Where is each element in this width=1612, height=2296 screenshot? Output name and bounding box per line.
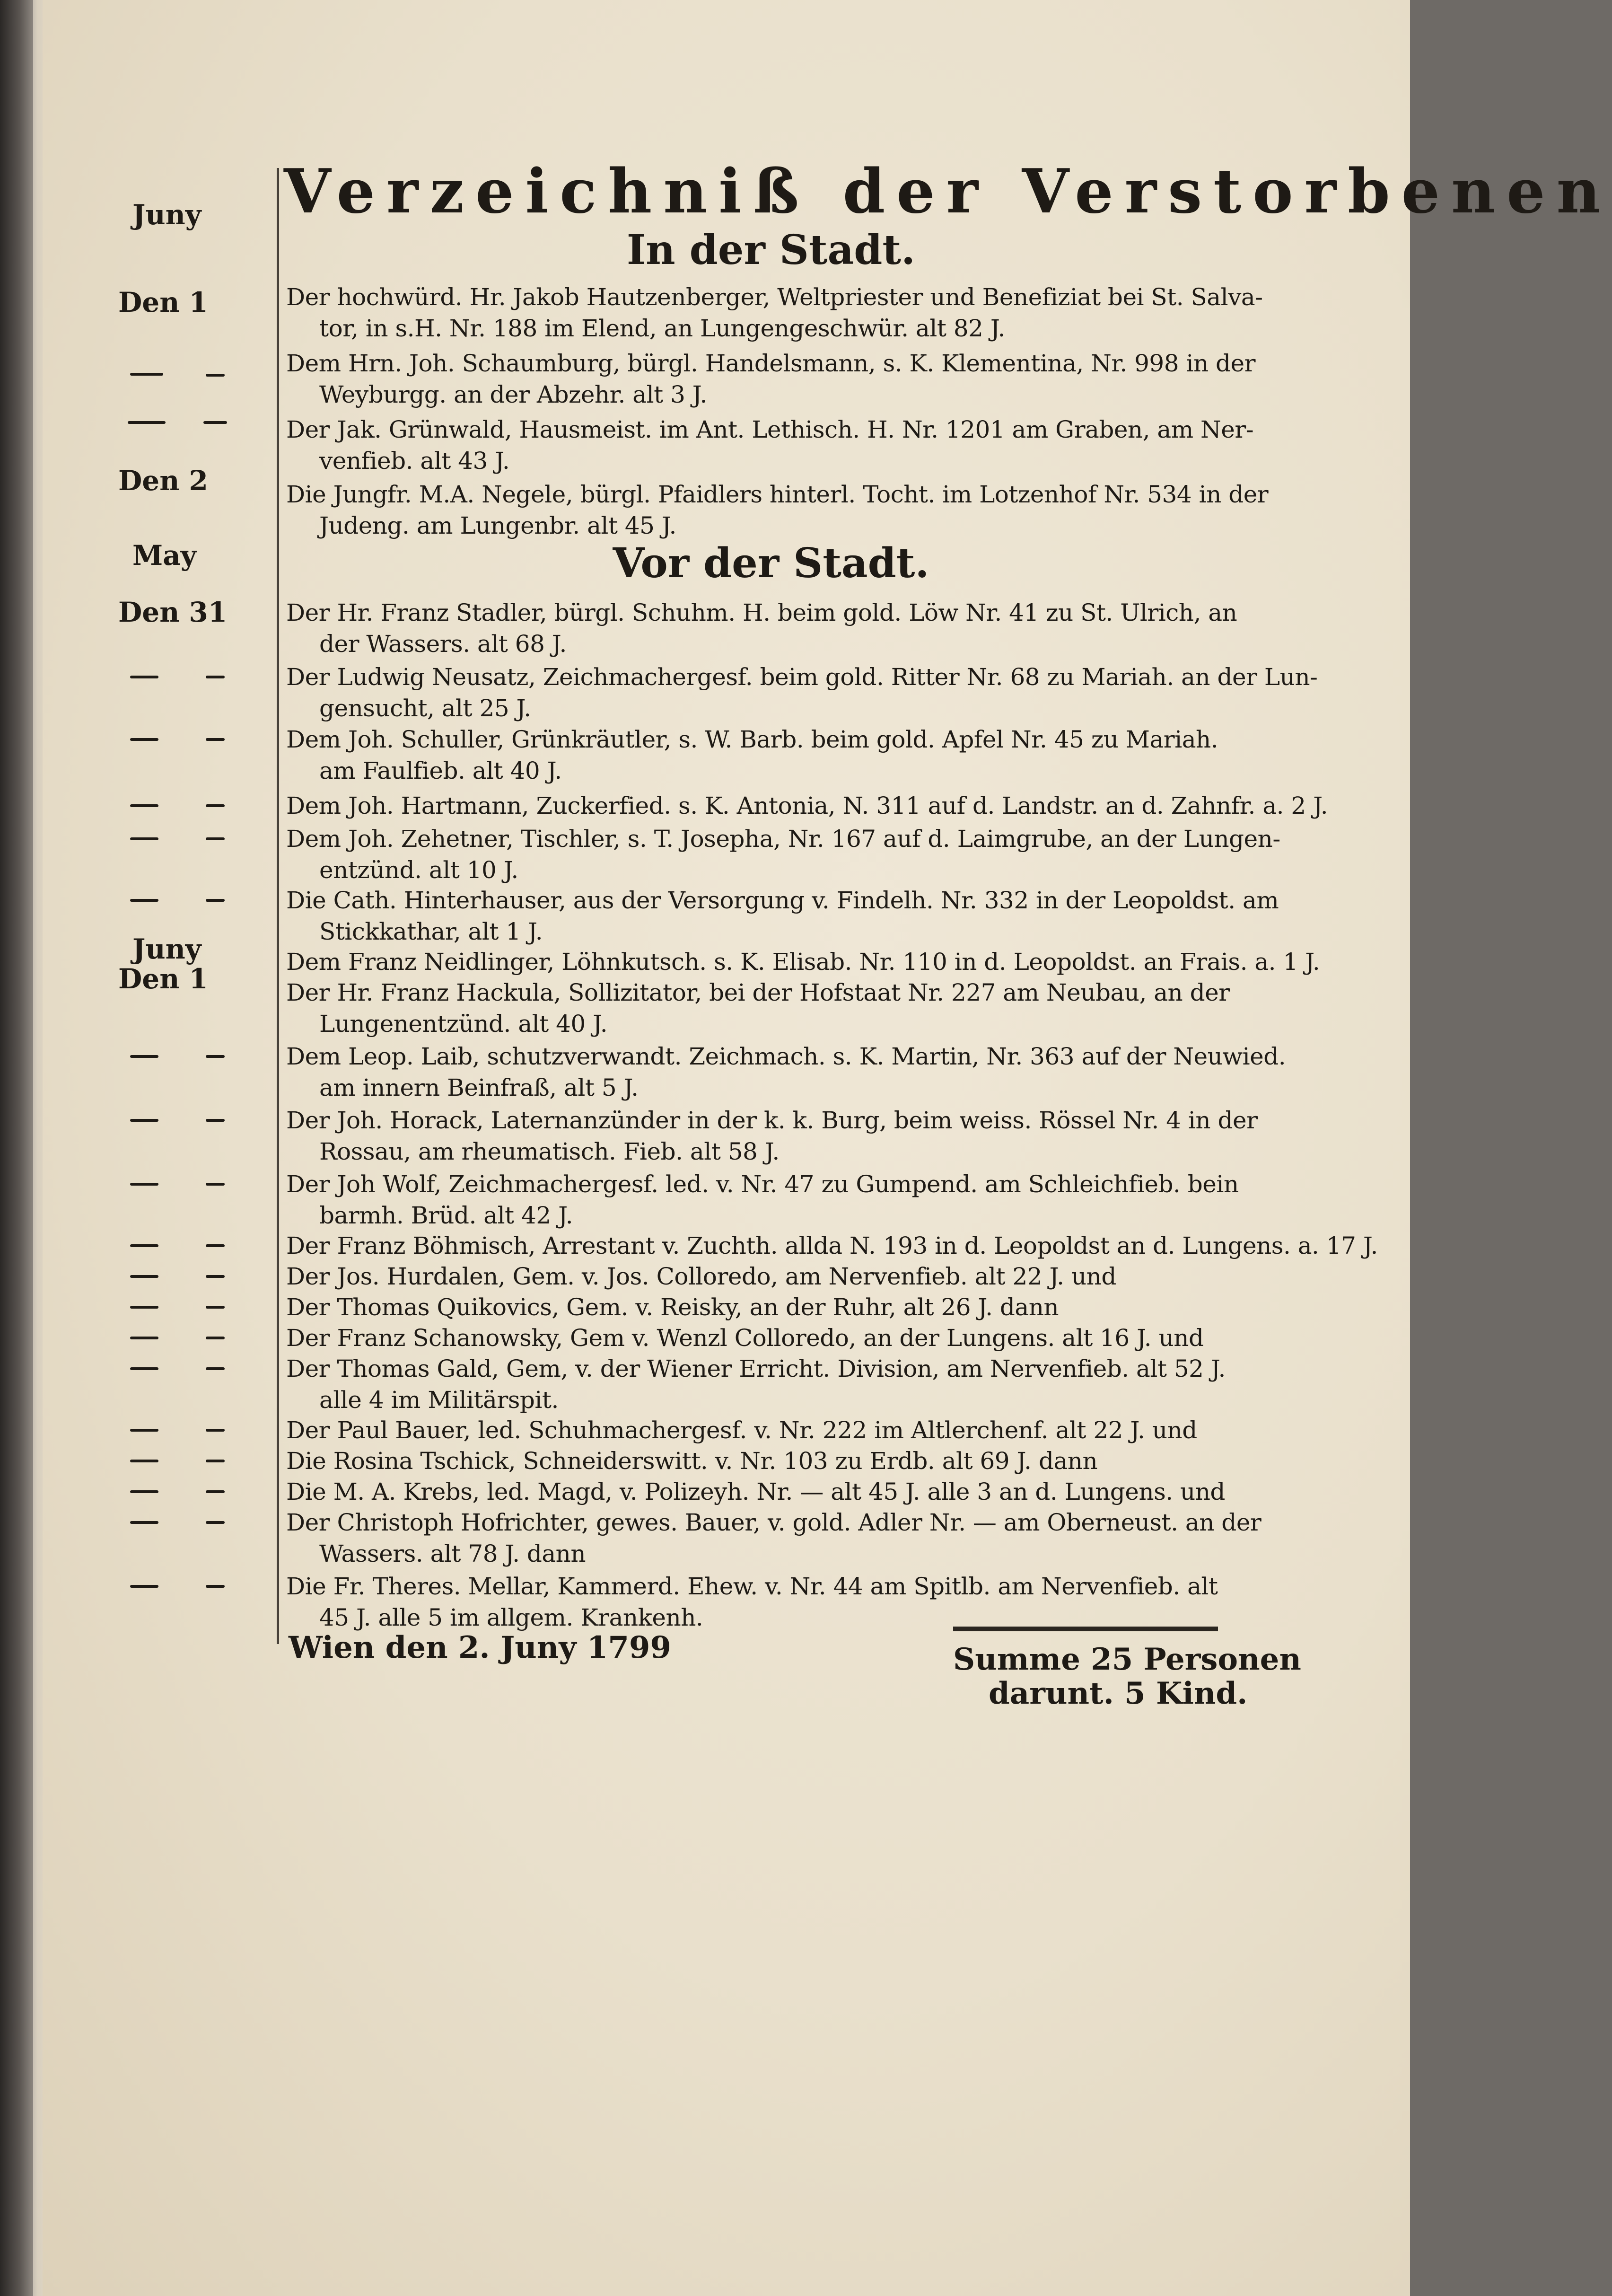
death-entry: [286, 1261, 1253, 1292]
ditto-mark: [206, 1490, 225, 1493]
ditto-mark: [130, 1585, 158, 1588]
entry-line: Die Rosina Tschick, Schneiderswitt. v. Nr. 103 zu Erdb. alt 69 J. dann: [286, 1447, 1098, 1475]
summary-rule: [953, 1627, 1218, 1631]
entry-continuation-line: der Wassers. alt 68 J.: [319, 630, 567, 658]
death-entry: [286, 1571, 1253, 1633]
section-heading-stadt: In der Stadt.: [626, 226, 916, 274]
entry-line: Der Jak. Grünwald, Hausmeist. im Ant. Lethisch. H. Nr. 1201 am Graben, am Ner-: [286, 416, 1254, 443]
entry-line: Dem Joh. Zehetner, Tischler, s. T. Josepha, Nr. 167 auf d. Laimgrube, an der Lungen-: [286, 825, 1280, 853]
death-entry: [286, 1292, 1253, 1323]
death-entry: [286, 1415, 1253, 1446]
page-title: Verzeichniß der Verstorbenen: [284, 156, 1612, 227]
ditto-mark: [130, 804, 158, 807]
entry-line: Der hochwürd. Hr. Jakob Hautzenberger, Weltpriester und Benefiziat bei St. Salva-: [286, 283, 1263, 311]
death-entry: [286, 1476, 1253, 1507]
death-entry: [286, 1169, 1253, 1231]
death-entry: [286, 885, 1279, 947]
margin-month-juny: Juny: [132, 199, 202, 231]
death-entry: [286, 790, 1328, 821]
entry-continuation-line: alle 4 im Militärspit.: [319, 1386, 559, 1414]
entry-continuation-line: tor, in s.H. Nr. 188 im Elend, an Lungengeschwür. alt 82 J.: [319, 315, 1005, 342]
entry-line: Die Jungfr. M.A. Negele, bürgl. Pfaidlers hinterl. Tocht. im Lotzenhof Nr. 534 in der: [286, 481, 1269, 508]
margin-month-juny-2: Juny: [132, 933, 202, 965]
entry-line: Der Paul Bauer, led. Schuhmachergesf. v. Nr. 222 im Altlerchenf. alt 22 J. und: [286, 1416, 1197, 1444]
death-entry: [286, 348, 1256, 410]
entry-continuation-line: Wassers. alt 78 J. dann: [319, 1540, 586, 1567]
death-entry: [286, 1105, 1258, 1167]
footer-date: Wien den 2. Juny 1799: [289, 1630, 671, 1665]
ditto-mark: [206, 1337, 225, 1339]
ditto-mark: [206, 1244, 225, 1247]
ditto-mark: [206, 1275, 225, 1278]
ditto-mark: [206, 1306, 225, 1309]
ditto-mark: [206, 374, 225, 377]
entry-line: Der Joh. Horack, Laternanzünder in der k. k. Burg, beim weiss. Rössel Nr. 4 in der: [286, 1107, 1258, 1134]
ditto-mark: [206, 837, 225, 840]
ditto-mark: [130, 1521, 158, 1524]
entry-continuation-line: am innern Beinfraß, alt 5 J.: [319, 1074, 639, 1101]
ditto-mark: [130, 1306, 158, 1309]
entry-continuation-line: gensucht, alt 25 J.: [319, 695, 531, 722]
entry-line: Der Franz Schanowsky, Gem v. Wenzl Colloredo, an der Lungens. alt 16 J. und: [286, 1324, 1204, 1352]
ditto-mark: [206, 1055, 225, 1058]
entry-line: Dem Joh. Hartmann, Zuckerfied. s. K. Antonia, N. 311 auf d. Landstr. an d. Zahnfr. a. 2 J.: [286, 792, 1328, 819]
ditto-mark: [130, 1275, 158, 1278]
ditto-mark: [128, 421, 166, 424]
death-entry: [286, 1445, 1253, 1477]
ditto-mark: [130, 1183, 158, 1186]
margin-date-den-2: Den 2: [118, 465, 208, 497]
ditto-mark: [206, 1521, 225, 1524]
entry-continuation-line: Stickkathar, alt 1 J.: [319, 918, 543, 945]
ditto-mark: [130, 1119, 158, 1122]
ditto-mark: [130, 1490, 158, 1493]
entry-continuation-line: venfieb. alt 43 J.: [319, 447, 510, 475]
ditto-mark: [130, 738, 158, 741]
margin-date-den-1b: Den 1: [118, 963, 208, 995]
death-entry: [286, 1041, 1286, 1103]
section-heading-vorstadt: Vor der Stadt.: [613, 539, 929, 587]
entry-line: Der Ludwig Neusatz, Zeichmachergesf. beim gold. Ritter Nr. 68 zu Mariah. an der Lun-: [286, 663, 1318, 691]
entry-line: Die M. A. Krebs, led. Magd, v. Polizeyh. Nr. — alt 45 J. alle 3 an d. Lungens. und: [286, 1478, 1225, 1505]
entry-line: Der Franz Böhmisch, Arrestant v. Zuchth. allda N. 193 in d. Leopoldst an d. Lungens. a. 17 J.: [286, 1232, 1378, 1259]
death-entry: [286, 946, 1320, 977]
entry-line: Die Fr. Theres. Mellar, Kammerd. Ehew. v. Nr. 44 am Spitlb. am Nervenfieb. alt: [286, 1573, 1218, 1600]
entry-continuation-line: Lungenentzünd. alt 40 J.: [319, 1010, 608, 1038]
death-entry: [286, 282, 1263, 344]
ditto-mark: [130, 837, 158, 840]
margin-date-den-31: Den 31: [118, 596, 228, 628]
total-children: darunt. 5 Kind.: [989, 1676, 1248, 1711]
ditto-mark: [206, 1367, 225, 1370]
entry-line: Der Hr. Franz Stadler, bürgl. Schuhm. H. beim gold. Löw Nr. 41 zu St. Ulrich, an: [286, 599, 1237, 626]
entry-line: Dem Hrn. Joh. Schaumburg, bürgl. Handelsmann, s. K. Klementina, Nr. 998 in der: [286, 350, 1256, 377]
ditto-mark: [130, 1337, 158, 1339]
death-entry: [286, 479, 1269, 541]
margin-date-den-1: Den 1: [118, 286, 208, 318]
ditto-mark: [206, 899, 225, 902]
entry-line: Der Jos. Hurdalen, Gem. v. Jos. Colloredo, am Nervenfieb. alt 22 J. und: [286, 1263, 1116, 1290]
ditto-mark: [130, 1055, 158, 1058]
death-entry: [286, 977, 1253, 1039]
entry-line: Dem Franz Neidlinger, Löhnkutsch. s. K. Elisab. Nr. 110 in d. Leopoldst. an Frais. a. 1 J.: [286, 948, 1320, 976]
ditto-mark: [130, 1367, 158, 1370]
total-persons: Summe 25 Personen: [953, 1642, 1301, 1677]
ditto-mark: [130, 1429, 158, 1432]
entry-line: Dem Joh. Schuller, Grünkräutler, s. W. Barb. beim gold. Apfel Nr. 45 zu Mariah.: [286, 726, 1218, 753]
entry-line: Der Thomas Quikovics, Gem. v. Reisky, an der Ruhr, alt 26 J. dann: [286, 1293, 1059, 1321]
ditto-mark: [203, 421, 227, 424]
ditto-mark: [206, 1119, 225, 1122]
ditto-mark: [130, 1244, 158, 1247]
death-entry: [286, 1353, 1253, 1416]
entry-line: Der Hr. Franz Hackula, Sollizitator, bei der Hofstaat Nr. 227 am Neubau, an der: [286, 979, 1230, 1006]
ditto-mark: [130, 899, 158, 902]
death-entry: [286, 724, 1253, 786]
ditto-mark: [130, 1460, 158, 1462]
entry-continuation-line: entzünd. alt 10 J.: [319, 856, 518, 884]
ditto-mark: [206, 804, 225, 807]
margin-month-may: May: [132, 539, 197, 572]
entry-continuation-line: Weyburgg. an der Abzehr. alt 3 J.: [319, 381, 707, 408]
ditto-mark: [130, 373, 163, 376]
entry-continuation-line: 45 J. alle 5 im allgem. Krankenh.: [319, 1604, 703, 1631]
death-entry: [286, 414, 1253, 476]
death-entry: [286, 823, 1280, 886]
ditto-mark: [206, 738, 225, 741]
entry-continuation-line: Rossau, am rheumatisch. Fieb. alt 58 J.: [319, 1138, 780, 1165]
ditto-mark: [206, 1585, 225, 1588]
entry-line: Dem Leop. Laib, schutzverwandt. Zeichmach. s. K. Martin, Nr. 363 auf der Neuwied.: [286, 1043, 1286, 1070]
death-entry: [286, 1230, 1378, 1261]
ditto-mark: [206, 676, 225, 678]
entry-line: Der Christoph Hofrichter, gewes. Bauer, v. gold. Adler Nr. — am Oberneust. an der: [286, 1509, 1262, 1536]
ditto-mark: [206, 1460, 225, 1462]
entry-line: Die Cath. Hinterhauser, aus der Versorgung v. Findelh. Nr. 332 in der Leopoldst. am: [286, 887, 1279, 914]
ditto-mark: [206, 1429, 225, 1432]
margin-rule: [277, 168, 279, 1644]
document-page: [43, 0, 1612, 2296]
ditto-mark: [130, 676, 158, 678]
entry-continuation-line: barmh. Brüd. alt 42 J.: [319, 1202, 573, 1229]
ditto-mark: [206, 1183, 225, 1186]
death-entry: [286, 661, 1318, 724]
entry-line: Der Joh Wolf, Zeichmachergesf. led. v. Nr. 47 zu Gumpend. am Schleichfieb. bein: [286, 1170, 1239, 1198]
entry-line: Der Thomas Gald, Gem, v. der Wiener Erricht. Division, am Nervenfieb. alt 52 J.: [286, 1355, 1226, 1382]
death-entry: [286, 597, 1253, 660]
entry-continuation-line: Judeng. am Lungenbr. alt 45 J.: [319, 512, 676, 539]
death-entry: [286, 1322, 1253, 1354]
entry-continuation-line: am Faulfieb. alt 40 J.: [319, 757, 562, 784]
book-spine: [0, 0, 33, 2296]
death-entry: [286, 1507, 1262, 1569]
